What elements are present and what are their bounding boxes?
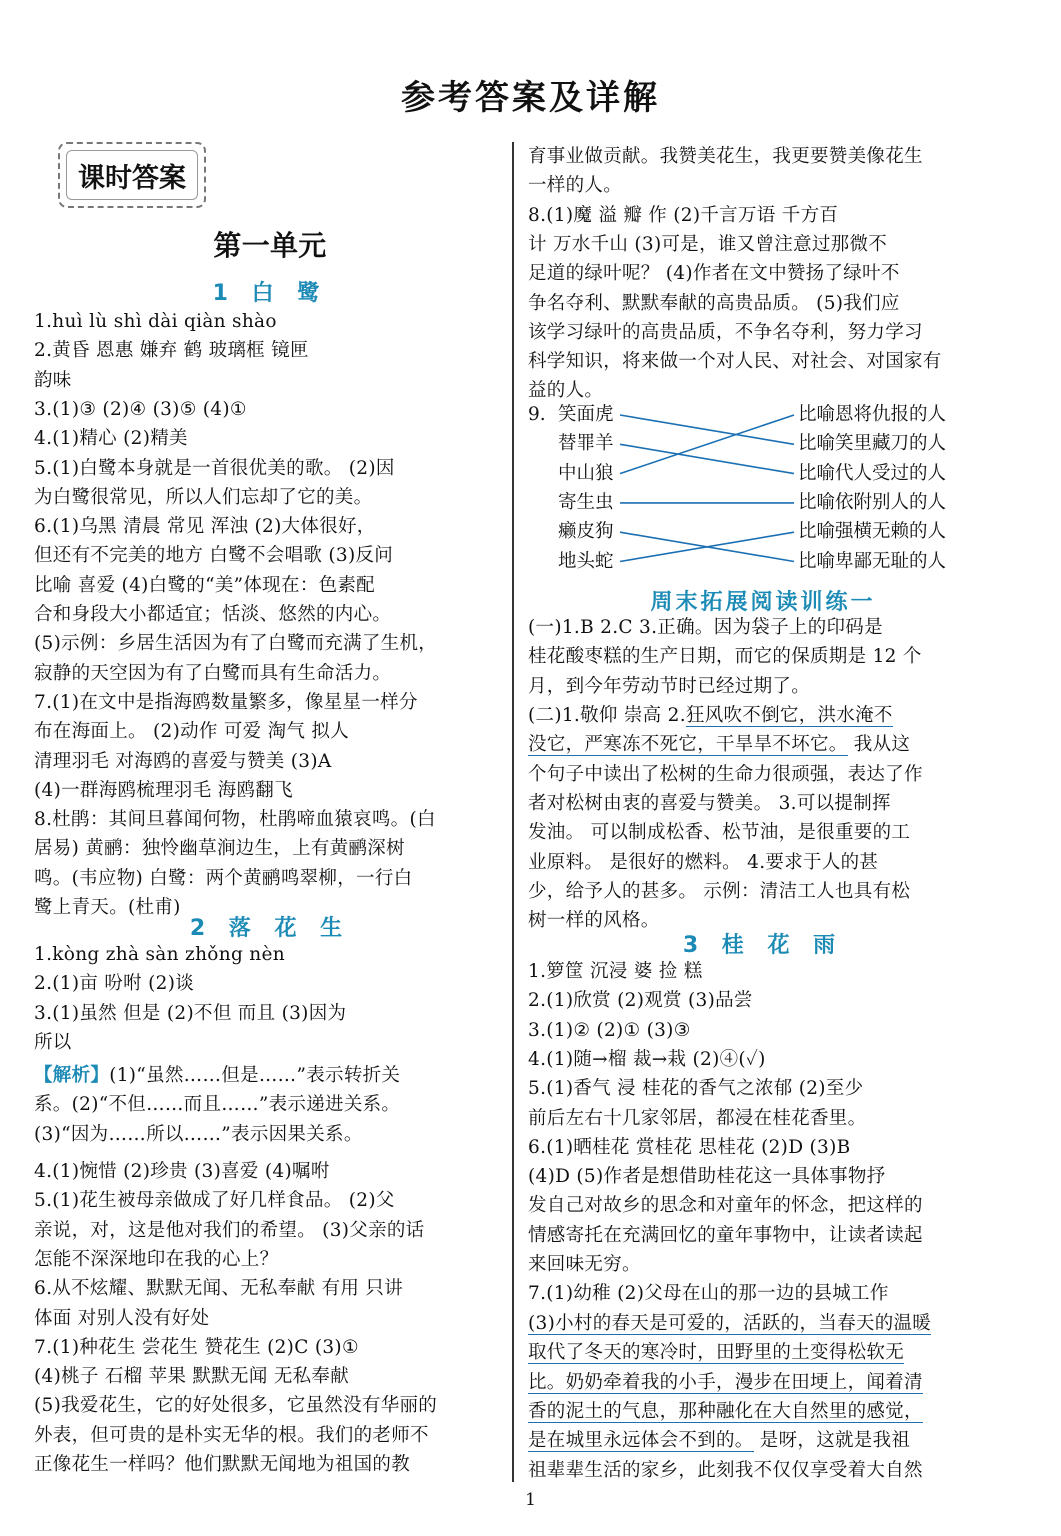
answer-line: 7.(1)种花生 尝花生 赞花生 (2)C (3)① <box>34 1336 359 1358</box>
answer-line: 7.(1)幼稚 (2)父母在山的那一边的县城工作 <box>528 1283 889 1305</box>
answer-text: 者对松树由衷的喜爱与赞美。 3.可以提制挥 <box>528 792 891 814</box>
answer-line: 鸣。(韦应物) 白鹭：两个黄鹂鸣翠柳，一行白 <box>34 867 413 889</box>
answer-line: 8.杜鹃：其间旦暮闻何物，杜鹃啼血猿哀鸣。(白 <box>34 809 436 831</box>
underlined-text: 比。奶奶牵着我的小手，漫步在田埂上，闻着清 <box>528 1371 923 1393</box>
answer-line <box>528 1426 910 1455</box>
answer-line: 体面 对别人没有好处 <box>34 1307 210 1329</box>
answer-line: 育事业做贡献。我赞美花生，我更要赞美像花生 <box>528 146 923 167</box>
lesson-title-3: 3 桂 花 雨 <box>682 933 844 958</box>
answer-line: 居易) 黄鹂：独怜幽草涧边生，上有黄鹂深树 <box>34 838 405 860</box>
answer-line: 2.(1)亩 吩咐 (2)谈 <box>34 973 195 995</box>
answer-line: 鹭上青天。(杜甫) <box>34 897 181 918</box>
answer-line: 足道的绿叶呢？ (4)作者在文中赞扬了绿叶不 <box>528 263 900 285</box>
answer-line: 但还有不完美的地方 白鹭不会唱歌 (3)反问 <box>34 545 394 567</box>
question-number: 9. <box>528 404 546 425</box>
answer-text: 我从这 <box>847 734 911 756</box>
answer-line: 布在海面上。 (2)动作 可爱 淘气 拟人 <box>34 721 350 743</box>
matching-exercise <box>528 400 998 580</box>
answer-line: (4)桃子 石榴 苹果 默默无闻 无私奉献 <box>34 1366 350 1388</box>
answer-line: (4)D (5)作者是想借助桂花这一具体事物抒 <box>528 1166 886 1188</box>
match-left-term: 中山狼 <box>558 462 614 484</box>
match-right-meaning: 比喻恩将仇报的人 <box>798 404 947 425</box>
section-badge <box>58 142 206 208</box>
answer-line: 正像花生一样吗？他们默默无闻地为祖国的教 <box>34 1454 411 1475</box>
answer-line: 6.(1)乌黑 清晨 常见 浑浊 (2)大体很好， <box>34 516 376 538</box>
answer-line <box>528 1338 904 1367</box>
answer-line: 一样的人。 <box>528 175 623 197</box>
answer-line <box>528 818 910 847</box>
answer-line: 前后左右十几家邻居，都浸在桂花香里。 <box>528 1107 867 1129</box>
match-left-term: 寄生虫 <box>558 491 614 513</box>
answer-line: 6.(1)晒桂花 赏桂花 思桂花 (2)D (3)B <box>528 1136 851 1158</box>
answer-line: (4)一群海鸥梳理羽毛 海鸥翻飞 <box>34 779 293 801</box>
answer-text: 树一样的风格。 <box>528 910 660 932</box>
analysis-text: (3)“因为……所以……”表示因果关系。 <box>34 1123 363 1145</box>
match-right-meaning: 比喻依附别人的人 <box>798 491 947 513</box>
answer-text: 业原料。 是很好的燃料。 4.要求于人的甚 <box>528 851 879 873</box>
unit-title: 第一单元 <box>213 229 327 262</box>
answer-line <box>528 1309 931 1338</box>
answer-line: 来回味无穷。 <box>528 1254 641 1275</box>
answer-line: 比喻 喜爱 (4)白鹭的“美”体现在：色素配 <box>34 574 375 596</box>
underlined-text: 没它，严寒冻不死它，干旱旱不坏它。 <box>528 734 848 756</box>
answer-line: 该学习绿叶的高贵品质，不争名夺利，努力学习 <box>528 321 923 343</box>
answer-line <box>528 760 923 789</box>
answer-line: 所以 <box>34 1031 72 1053</box>
answer-line: 2.(1)欣赏 (2)观赏 (3)品尝 <box>528 990 753 1012</box>
answer-line: 3.(1)虽然 但是 (2)不但 而且 (3)因为 <box>34 1002 347 1024</box>
answer-line: (一)1.B 2.C 3.正确。因为袋子上的印码是 <box>528 617 883 638</box>
answer-line: 5.(1)白鹭本身就是一首很优美的歌。 (2)因 <box>34 457 395 479</box>
analysis-line <box>34 1120 363 1149</box>
match-right-meaning: 比喻代人受过的人 <box>798 462 947 484</box>
analysis-text: 系。(2)“不但……而且……”表示递进关系。 <box>34 1094 401 1116</box>
answer-line: 6.从不炫耀、默默无闻、无私奉献 有用 只讲 <box>34 1278 404 1300</box>
answer-line: 8.(1)魔 溢 瓣 作 (2)千言万语 千方百 <box>528 204 839 226</box>
answer-text: 少，给予人的甚多。 示例：清洁工人也具有松 <box>528 880 911 902</box>
answer-line: 科学知识，将来做一个对人民、对社会、对国家有 <box>528 351 942 373</box>
answer-line: 5.(1)花生被母亲做成了好几样食品。 (2)父 <box>34 1190 395 1212</box>
answer-line: 为白鹭很常见，所以人们忘却了它的美。 <box>34 486 373 508</box>
match-right-meaning: 比喻卑鄙无耻的人 <box>798 550 947 572</box>
answer-line: 益的人。 <box>528 380 604 402</box>
answer-line <box>528 701 893 730</box>
weekend-title: 周末拓展阅读训练一 <box>650 590 876 615</box>
answer-line: 1.kòng zhà sàn zhǒng nèn <box>34 944 285 965</box>
answer-line: 月，到今年劳动节时已经过期了。 <box>528 675 811 697</box>
answer-line <box>528 877 910 906</box>
underlined-text: 取代了冬天的寒冷时，田野里的土变得松软无 <box>528 1342 905 1364</box>
answer-line: 外表，但可贵的是朴实无华的根。我们的老师不 <box>34 1424 429 1446</box>
answer-line: 合和身段大小都适宜；恬淡、悠然的内心。 <box>34 604 392 625</box>
section-badge-label: 课时答案 <box>66 150 198 200</box>
analysis-text: (1)“虽然……但是……”表示转折关 <box>109 1065 401 1086</box>
answer-line: 怎能不深深地印在我的心上？ <box>34 1248 279 1270</box>
answer-line: (5)我爱花生，它的好处很多，它虽然没有华丽的 <box>34 1395 438 1417</box>
answer-line: 祖辈辈生活的家乡，此刻我不仅仅享受着大自然 <box>528 1459 923 1481</box>
answer-line: (5)示例：乡居生活因为有了白鹭而充满了生机， <box>34 633 438 655</box>
answer-text: 个句子中读出了松树的生命力很顽强，表达了作 <box>528 763 923 785</box>
answer-line: 亲说，对，这是他对我们的希望。 (3)父亲的话 <box>34 1219 425 1241</box>
match-left-term: 替罪羊 <box>558 433 614 455</box>
answer-line: 桂花酸枣糕的生产日期，而它的保质期是 12 个 <box>528 646 922 668</box>
answer-line: 4.(1)精心 (2)精美 <box>34 428 188 450</box>
match-right-meaning: 比喻笑里藏刀的人 <box>798 433 947 455</box>
answer-line: 3.(1)② (2)① (3)③ <box>528 1019 691 1041</box>
analysis-tag: 【解析】 <box>34 1065 110 1086</box>
answer-line: 寂静的天空因为有了白鹭而具有生命活力。 <box>34 662 392 684</box>
answer-line <box>528 1397 923 1426</box>
column-divider <box>512 142 514 1482</box>
page-number: 1 <box>525 1490 536 1510</box>
answer-line: 7.(1)在文中是指海鸥数量繁多，像星星一样分 <box>34 691 418 713</box>
analysis-line <box>34 1061 400 1090</box>
match-connector <box>620 415 794 444</box>
answer-line <box>528 848 878 877</box>
match-left-term: 癞皮狗 <box>558 521 614 543</box>
answer-line: 1.箩筐 沉浸 婆 捡 糕 <box>528 961 703 982</box>
answer-text: 是呀，这就是我祖 <box>753 1430 911 1452</box>
answer-line: 计 万水千山 (3)可是，谁又曾注意过那微不 <box>528 233 888 255</box>
answer-line <box>528 730 910 759</box>
answer-line <box>528 1368 923 1397</box>
lesson-title-1: 1 白 鹭 <box>212 281 328 306</box>
answer-line: 4.(1)随→榴 裁→栽 (2)④(✓) <box>528 1048 766 1070</box>
match-left-term: 笑面虎 <box>558 404 614 425</box>
analysis-line <box>34 1090 400 1119</box>
match-left-term: 地头蛇 <box>558 550 614 572</box>
match-right-meaning: 比喻强横无赖的人 <box>798 521 947 543</box>
underlined-text: (3)小村的春天是可爱的，活跃的，当春天的温暖 <box>528 1313 932 1334</box>
answer-line: 5.(1)香气 浸 桂花的香气之浓郁 (2)至少 <box>528 1078 864 1100</box>
answer-line: 3.(1)③ (2)④ (3)⑤ (4)① <box>34 398 247 420</box>
match-connector <box>620 444 794 473</box>
answer-line: 发自己对故乡的思念和对童年的怀念，把这样的 <box>528 1195 923 1217</box>
answer-text: (二)1.敬仰 崇高 2. <box>528 705 686 726</box>
underlined-text: 香的泥土的气息，那种融化在大自然里的感觉， <box>528 1400 923 1422</box>
answer-text: 发油。 可以制成松香、松节油，是很重要的工 <box>528 822 911 844</box>
underlined-text: 是在城里永远体会不到的。 <box>528 1430 754 1452</box>
answer-line: 清理羽毛 对海鸥的喜爱与赞美 (3)A <box>34 750 332 772</box>
answer-line: 4.(1)惋惜 (2)珍贵 (3)喜爱 (4)嘱咐 <box>34 1161 330 1182</box>
answer-line: 1.huì lù shì dài qiàn shào <box>34 311 277 332</box>
answer-line: 2.黄昏 恩惠 嫌弃 鹤 玻璃框 镜匣 <box>34 340 309 362</box>
answer-line <box>528 789 891 818</box>
answer-line: 情感寄托在充满回忆的童年事物中，让读者读起 <box>528 1224 923 1246</box>
answer-line: 韵味 <box>34 369 72 391</box>
lesson-title-2: 2 落 花 生 <box>189 916 351 941</box>
page-title: 参考答案及详解 <box>401 78 660 118</box>
underlined-text: 狂风吹不倒它，洪水淹不 <box>685 705 893 726</box>
match-connector <box>620 415 794 474</box>
answer-line: 争名夺利、默默奉献的高贵品质。 (5)我们应 <box>528 292 900 314</box>
